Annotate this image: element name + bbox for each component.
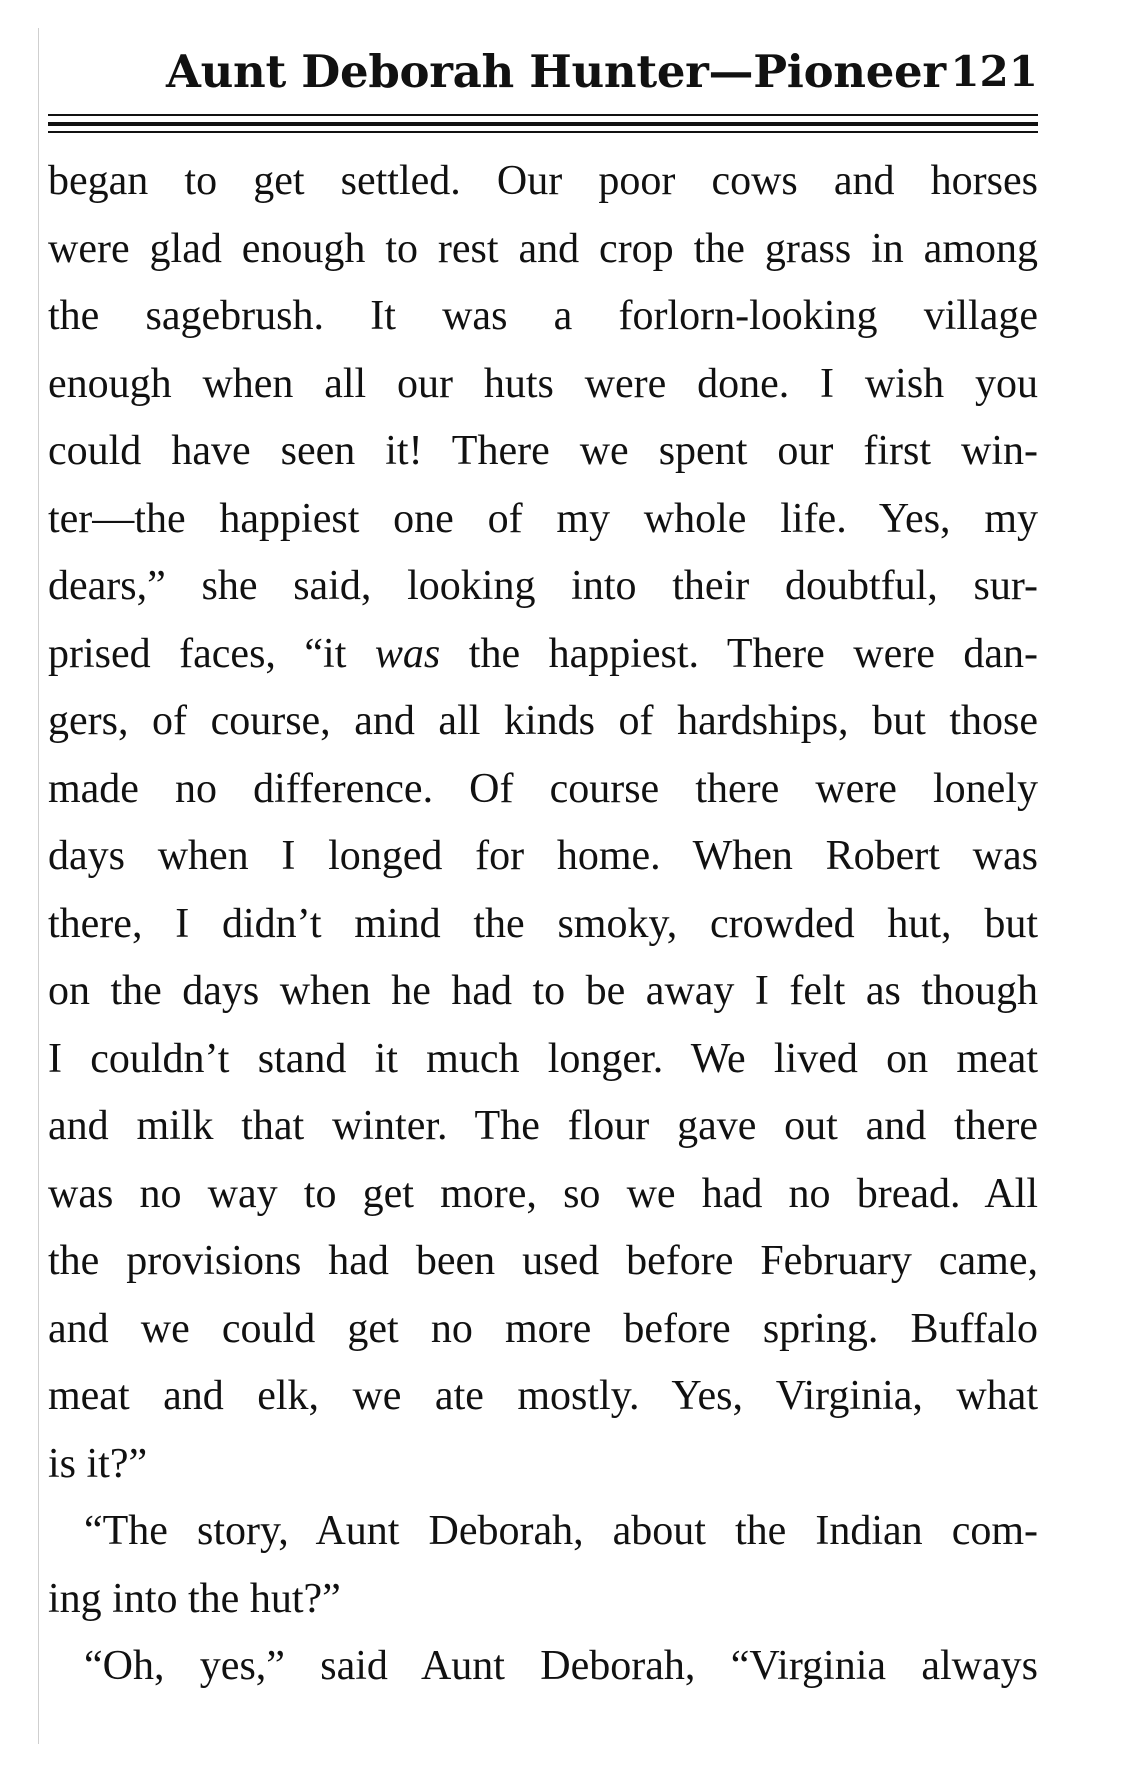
text-line: and milk that winter. The flour gave out and there bbox=[48, 1103, 1038, 1149]
page-edge-line bbox=[38, 28, 39, 1744]
text-line: enough when all our huts were done. I wish you bbox=[48, 360, 1038, 407]
text-line: ter—the happiest one of my whole life. Yes, my bbox=[48, 495, 1038, 542]
text-line: the sagebrush. It was a forlorn-looking village bbox=[48, 293, 1038, 339]
text-line: the provisions had been used before February came, bbox=[48, 1238, 1038, 1284]
text-line: was no way to get more, so we had no bread. All bbox=[48, 1170, 1038, 1217]
running-title: Aunt Deborah Hunter—Pioneer bbox=[166, 45, 946, 98]
text-fragment: prised faces, “it bbox=[48, 630, 375, 677]
text-line: made no difference. Of course there were lonely bbox=[48, 765, 1038, 812]
header-rule-top bbox=[48, 114, 1038, 116]
text-line: and we could get no more before spring. Buffalo bbox=[48, 1305, 1038, 1352]
text-line: ing into the hut?” bbox=[48, 1575, 341, 1622]
text-line: days when I longed for home. When Robert was bbox=[48, 833, 1038, 879]
text-line: began to get settled. Our poor cows and horses bbox=[48, 158, 1038, 204]
header-rule-middle bbox=[48, 122, 1038, 126]
running-header bbox=[48, 42, 1038, 102]
text-line: gers, of course, and all kinds of hardships, but those bbox=[48, 698, 1038, 744]
text-line: were glad enough to rest and crop the grass in among bbox=[48, 225, 1038, 272]
text-line: “The story, Aunt Deborah, about the Indian com- bbox=[84, 1508, 1038, 1554]
text-line: is it?” bbox=[48, 1440, 148, 1487]
body-text bbox=[48, 148, 1038, 1701]
text-fragment: the happiest. There were dan- bbox=[440, 630, 1038, 677]
text-line: there, I didn’t mind the smoky, crowded hut, but bbox=[48, 900, 1038, 947]
text-line: dears,” she said, looking into their doubtful, sur- bbox=[48, 563, 1038, 609]
page-number: 121 bbox=[950, 47, 1038, 96]
text-line: “Oh, yes,” said Aunt Deborah, “Virginia always bbox=[84, 1643, 1038, 1689]
text-line: meat and elk, we ate mostly. Yes, Virginia, what bbox=[48, 1373, 1038, 1419]
text-line: I couldn’t stand it much longer. We lived on meat bbox=[48, 1035, 1038, 1082]
text-line-with-emphasis bbox=[48, 621, 1038, 689]
emphasized-word: was bbox=[374, 630, 441, 677]
header-rule-bottom bbox=[48, 131, 1038, 133]
text-line: could have seen it! There we spent our first win- bbox=[48, 428, 1038, 474]
text-line: on the days when he had to be away I felt as though bbox=[48, 968, 1038, 1014]
